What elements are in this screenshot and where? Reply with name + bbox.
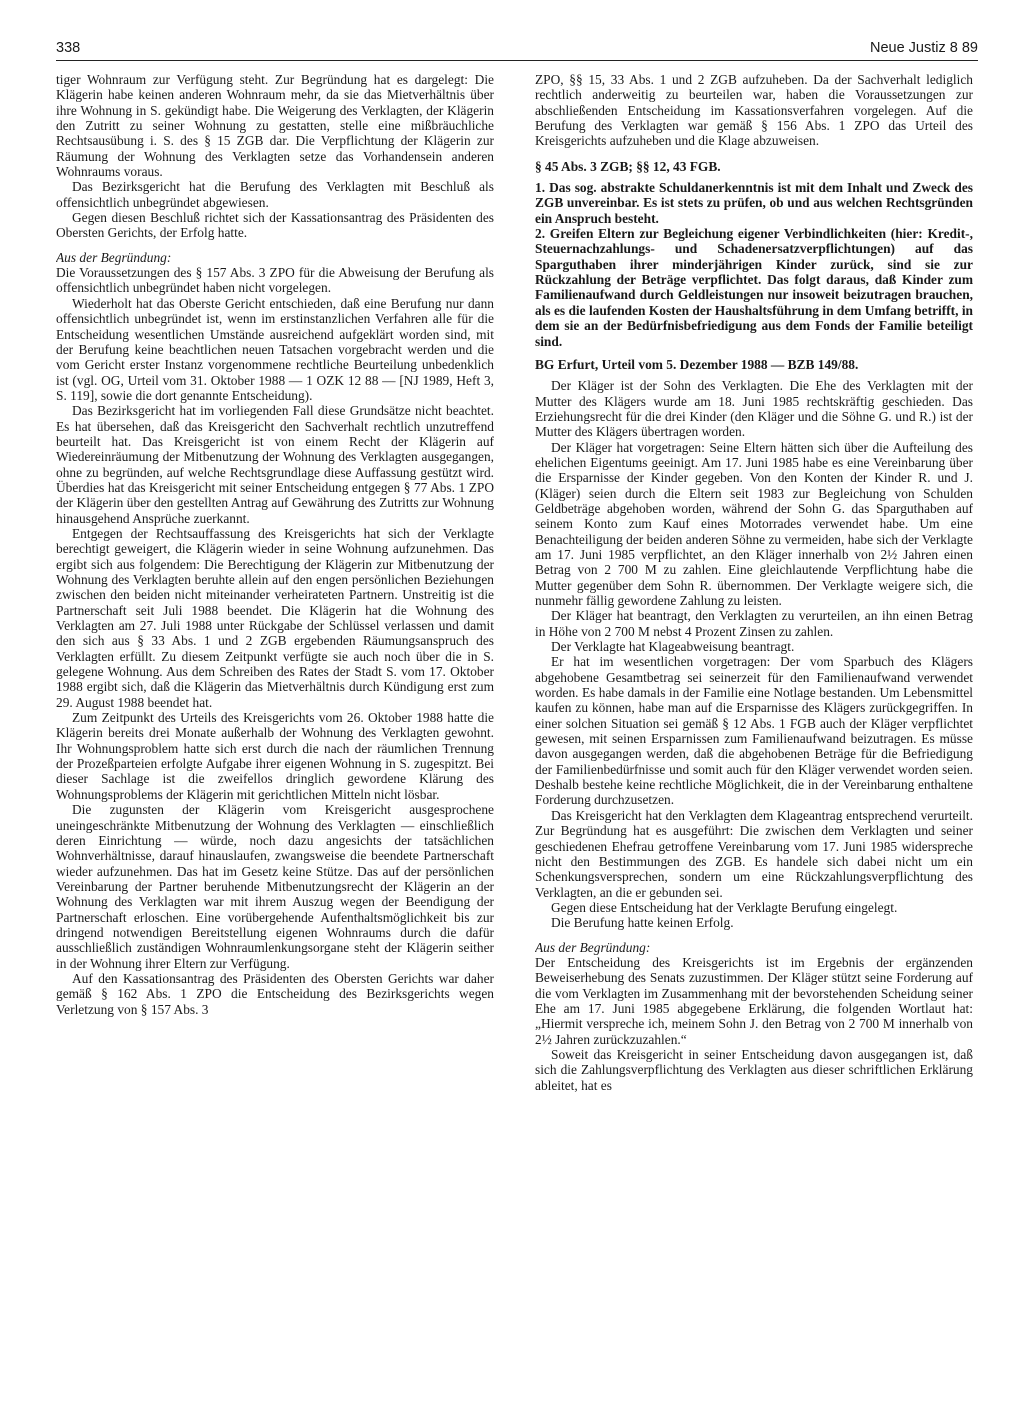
court-ruling-reference: BG Erfurt, Urteil vom 5. Dezember 1988 — BZB 149/88. — [535, 356, 859, 372]
body-paragraph: Der Verklagte hat Klageabweisung beantragt. — [551, 639, 795, 655]
body-paragraph: Die Berufung hatte keinen Erfolg. — [551, 915, 734, 931]
body-paragraph: Die Voraussetzungen des § 157 Abs. 3 ZPO für die Abweisung der Berufung als offensichtlich unbegründet haben nicht vorgelegen. — [56, 265, 494, 296]
body-paragraph: ZPO, §§ 15, 33 Abs. 1 und 2 ZGB aufzuheben. Da der Sachverhalt lediglich rechtlich anderweitig zu beurteilen war, haben die Voraussetzungen zur abschließenden Entscheidung im Kassationsverfahren vorgelegen. Auf die Berufung des Verklagten war gemäß § 156 Abs. 1 ZPO das Urteil des Kreisgerichts aufzuheben und die Klage abzuweisen. — [535, 72, 973, 149]
page-header — [56, 38, 978, 61]
statute-citation: § 45 Abs. 3 ZGB; §§ 12, 43 FGB. — [535, 158, 721, 174]
body-paragraph: Der Kläger hat beantragt, den Verklagten zu verurteilen, an ihn einen Betrag in Höhe von 2 700 M nebst 4 Prozent Zinsen zu zahlen. — [535, 608, 973, 639]
body-paragraph: Gegen diesen Beschluß richtet sich der Kassationsantrag des Präsidenten des Obersten Gerichts, der Erfolg hatte. — [56, 210, 494, 241]
body-paragraph: Gegen diese Entscheidung hat der Verklagte Berufung eingelegt. — [551, 899, 898, 915]
body-paragraph: Soweit das Kreisgericht in seiner Entscheidung davon ausgegangen ist, daß sich die Zahlungsverpflichtung des Verklagten aus dieser schriftlichen Erklärung ableitet, hat es — [535, 1046, 973, 1093]
body-paragraph: Die zugunsten der Klägerin vom Kreisgericht ausgesprochene uneingeschränkte Mitbenutzung der Wohnung des Verklagten — einschließlich deren Einrichtung — würde, noch dazu angesichts der tatsächlichen Wohnverhältnisse, darauf hinauslaufen, zwangsweise die beendete Partnerschaft wieder aufzunehmen. Das hat im Gesetz keine Stütze. Das auf der persönlichen Vereinbarung der Partner beruhende Mitbenutzungsrecht der Klägerin an der Wohnung des Verklagten war mit ihrem Auszug wegen der Beendigung der Partnerschaft erloschen. Eine vorübergehende Aufenthaltsmöglichkeit bis zur dringend notwendigen Bereitstellung eigenen Wohnraums durch die dafür ausschließlich zuständigen Wohnraumlenkungsorgane steht der Klägerin seither in der Wohnung ihrer Eltern zur Verfügung. — [56, 802, 494, 971]
journal-issue: Neue Justiz 8 89 — [869, 40, 978, 56]
left-column — [56, 72, 494, 1412]
body-paragraph: Er hat im wesentlichen vorgetragen: Der vom Sparbuch des Klägers abgehobene Gesamtbetrag sei seinerzeit für den Familienaufwand verwendet worden. Es habe damals in der Familie eine Notlage bestanden. Um Lebensmittel kaufen zu können, habe man auf die Ersparnisse des Klägers zurückgegriffen. In einer solchen Situation sei gemäß § 12 Abs. 1 FGB auch der Kläger verpflichtet gewesen, mit seinen Ersparnissen zum Familienaufwand beizutragen. Es müsse davon ausgegangen werden, daß die abgehobenen Beträge für die Befriedigung der Familienbedürfnisse und somit auch für den Kläger verwendet worden seien. Deshalb bestehe keine rechtliche Möglichkeit, die in der Vereinbarung enthaltene Forderung durchzusetzen. — [535, 654, 973, 808]
body-paragraph: Das Bezirksgericht hat im vorliegenden Fall diese Grundsätze nicht beachtet. Es hat übersehen, daß das Kreisgericht den Sachverhalt rechtlich unzutreffend beurteilt hat. Das Kreisgericht ist von einem Recht der Klägerin auf Wiedereinräumung der Mitbenutzung der Wohnung des Verklagten ausgegangen, ohne zu begründen, auf welche Rechtsgrundlage diese Auffassung gestützt wird. Überdies hat das Kreisgericht mit seiner Entscheidung entgegen § 77 Abs. 1 ZPO der Klägerin über den gestellten Antrag auf Gewährung des Zutritts zur Wohnung hinausgehend Ansprüche zuerkannt. — [56, 403, 494, 526]
body-paragraph: Wiederholt hat das Oberste Gericht entschieden, daß eine Berufung nur dann offensichtlich unbegründet ist, wenn im erstinstanzlichen Verfahren alle für die Entscheidung wesentlichen Umstände ausreichend aufgeklärt worden sind, mit der Berufung keine beachtlichen neuen Tatsachen vorgebracht werden und die vom Gericht erster Instanz vorgenommene rechtliche Beurteilung unbedenklich ist (vgl. OG, Urteil vom 31. Oktober 1988 — 1 OZK 12 88 — [NJ 1989, Heft 3, S. 119], sowie die dort genannte Entscheidung). — [56, 295, 494, 403]
reasoning-heading: Aus der Begründung: — [56, 249, 172, 265]
body-paragraph: Zum Zeitpunkt des Urteils des Kreisgerichts vom 26. Oktober 1988 hatte die Klägerin bereits drei Monate außerhalb der Wohnung des Verklagten gewohnt. Ihr Wohnungsproblem hatte sich erst durch die nach der räumlichen Trennung der Prozeßparteien erfolgte Aufgabe ihrer eigenen Wohnung in S. zugespitzt. Bei dieser Sachlage ist die zweifellos dringlich gewordene Klärung des Wohnungsproblems der Klägerin mit gerichtlichen Mitteln nicht lösbar. — [56, 710, 494, 802]
body-paragraph: Entgegen der Rechtsauffassung des Kreisgerichts hat sich der Verklagte berechtigt geweigert, die Klägerin wieder in seine Wohnung aufzunehmen. Das ergibt sich aus folgendem: Die Berechtigung der Klägerin zur Mitbenutzung der Wohnung des Verklagten beruhte allein auf den engen persönlichen Beziehungen zwischen den beiden nicht miteinander verheirateten Partnern. Unstreitig ist die Partnerschaft seit Juli 1988 beendet. Die Klägerin hat die Wohnung des Verklagten am 27. Juli 1988 unter Rückgabe der Schlüssel verlassen und damit den sich aus § 33 Abs. 1 und 2 ZGB ergebenden Räumungsanspruch des Verklagten erfüllt. Zu diesem Zeitpunkt verfügte sie auch noch über die in S. gelegene Wohnung. Aus dem Schreiben des Rates der Stadt S. vom 17. Oktober 1988 ergibt sich, daß die Klägerin das Mietverhältnis durch Kündigung erst zum 29. August 1988 beendet hat. — [56, 525, 494, 710]
headnote-1: 1. Das sog. abstrakte Schuldanerkenntnis ist mit dem Inhalt und Zweck des ZGB unvereinbar. Es ist stets zu prüfen, ob und aus welchen Rechtsgründen ein Anspruch besteht. — [535, 180, 973, 226]
body-paragraph: Der Kläger ist der Sohn des Verklagten. Die Ehe des Verklagten mit der Mutter des Klägers wurde am 18. Juni 1985 rechtskräftig geschieden. Das Erziehungsrecht für die drei Kinder (den Kläger und die Söhne G. und R.) ist der Mutter des Klägers übertragen worden. — [535, 378, 973, 440]
body-paragraph: Der Kläger hat vorgetragen: Seine Eltern hätten sich über die Aufteilung des ehelichen Eigentums geeinigt. Am 17. Juni 1985 habe es eine Vereinbarung über die Ersparnisse der Kinder gegeben. Von den Konten der Kinder R. und J. (Kläger) seien durch die Eltern seit 1983 zur Begleichung von Schulden Geldbeträge abgehoben worden, während der Sohn G. das Sparguthaben auf seinem Konto zum Kauf eines Motorrades verwendet habe. Um eine Benachteiligung der beiden anderen Söhne zu vermeiden, habe sich der Verklagte am 17. Juni 1985 verpflichtet, an den Kläger innerhalb von 2½ Jahren einen Betrag von 2 700 M zu zahlen. Eine gleichlautende Verpflichtung habe die Mutter gegenüber dem Sohn R. übernommen. Der Verklagte weigere sich, die nunmehr fällig gewordene Zahlung zu leisten. — [535, 439, 973, 608]
body-paragraph: Das Bezirksgericht hat die Berufung des Verklagten mit Beschluß als offensichtlich unbegründet abgewiesen. — [56, 179, 494, 210]
body-paragraph: Auf den Kassationsantrag des Präsidenten des Obersten Gerichts war daher gemäß § 162 Abs. 1 ZPO die Entscheidung des Bezirksgerichts wegen Verletzung von § 157 Abs. 3 — [56, 970, 494, 1017]
body-paragraph: Das Kreisgericht hat den Verklagten dem Klageantrag entsprechend verurteilt. Zur Begründung hat es ausgeführt: Die zwischen dem Verklagten und seiner geschiedenen Ehefrau getroffene Vereinbarung vom 17. Juni 1985 widerspreche nicht den Bestimmungen des ZGB. Es handele sich dabei nicht um ein Schenkungsversprechen, sondern um eine Rückzahlungsverpflichtung des Verklagten, an die er gebunden sei. — [535, 807, 973, 900]
headnote-2: 2. Greifen Eltern zur Begleichung eigener Verbindlichkeiten (hier: Kredit-, Steuernachzahlungs- und Schadenersatzverpflichtungen) auf das Sparguthaben ihrer minderjährigen Kinder zurück, sind sie zur Rückzahlung der Beträge verpflichtet. Das folgt daraus, daß Kinder zum Familienaufwand durch Geldleistungen nur insoweit beizutragen brauchen, als es die laufenden Kosten der Haushaltsführung in dem Umfang betrifft, in dem sie an der Bedürfnisbefriedigung aus dem Fonds der Familie beteiligt sind. — [535, 226, 973, 349]
page-number: 338 — [56, 40, 81, 56]
body-paragraph: tiger Wohnraum zur Verfügung steht. Zur Begründung hat es dargelegt: Die Klägerin habe keinen anderen Wohnraum mehr, da sie das Mietverhältnis über ihre Wohnung in S. gekündigt habe. Die Weigerung des Verklagten, der Klägerin den Zutritt zu seiner Wohnung zu gestatten, stelle eine mißbräuchliche Rechtsausübung i. S. des § 15 ZGB dar. Die Verpflichtung der Klägerin zur Räumung der Wohnung des Verklagten setze das Vorhandensein anderen Wohnraums voraus. — [56, 72, 494, 180]
body-paragraph: Der Entscheidung des Kreisgerichts ist im Ergebnis der ergänzenden Beweiserhebung des Senats zuzustimmen. Der Kläger stützt seine Forderung auf die vom Verklagten im Zusammenhang mit der bevorstehenden Scheidung seiner Ehe am 17. Juni 1985 abgegebene Erklärung, die folgenden Wortlaut hat: „Hiermit verspreche ich, meinem Sohn J. den Betrag von 2 700 M innerhalb von 2½ Jahren zurückzuzahlen.“ — [535, 954, 973, 1047]
right-column — [535, 72, 973, 1412]
reasoning-heading: Aus der Begründung: — [535, 939, 651, 955]
